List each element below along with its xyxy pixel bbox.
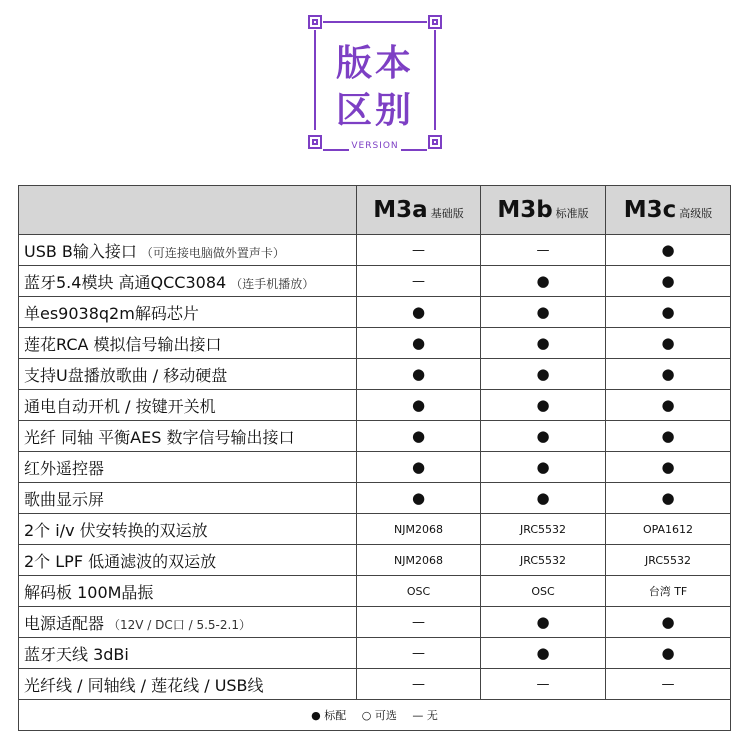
filled-dot-icon: ● bbox=[536, 334, 550, 352]
filled-dot-icon: ● bbox=[536, 458, 550, 476]
cell-value: NJM2068 bbox=[394, 522, 443, 536]
version-cell-m3a bbox=[357, 390, 481, 421]
header-version-m3b bbox=[481, 186, 606, 235]
dash-icon: — bbox=[536, 676, 550, 692]
version-sub: 标准版 bbox=[555, 207, 589, 220]
legend-item-standard bbox=[311, 709, 346, 722]
header-version-m3c bbox=[606, 186, 731, 235]
header-blank-cell bbox=[19, 186, 357, 235]
version-name: M3c bbox=[623, 197, 677, 223]
badge-title-line2: 区别 bbox=[335, 90, 414, 131]
filled-dot-icon: ● bbox=[411, 334, 426, 352]
feature-cell bbox=[19, 576, 357, 607]
dash-icon: — bbox=[412, 242, 425, 258]
table-row bbox=[19, 235, 731, 266]
feature-cell bbox=[19, 483, 357, 514]
version-cell-m3b bbox=[481, 390, 606, 421]
version-cell-m3c bbox=[606, 669, 731, 700]
filled-dot-icon: ● bbox=[661, 303, 675, 321]
legend-label: 无 bbox=[426, 709, 438, 722]
filled-dot-icon: ● bbox=[536, 427, 550, 445]
version-cell-m3b bbox=[481, 328, 606, 359]
filled-dot-icon: ● bbox=[411, 489, 426, 507]
version-cell-m3c bbox=[606, 390, 731, 421]
version-cell-m3a bbox=[357, 576, 481, 607]
version-cell-m3a bbox=[357, 638, 481, 669]
filled-dot-icon: ● bbox=[536, 613, 550, 631]
dash-icon: — bbox=[412, 614, 425, 630]
cell-value: JRC5532 bbox=[644, 553, 691, 567]
feature-cell bbox=[19, 452, 357, 483]
dash-icon: — bbox=[412, 645, 425, 661]
table-row bbox=[19, 607, 731, 638]
filled-dot-icon: ● bbox=[536, 365, 550, 383]
version-sub: 基础版 bbox=[430, 207, 464, 220]
version-cell-m3b bbox=[481, 607, 606, 638]
table-header-row bbox=[19, 186, 731, 235]
version-name: M3a bbox=[373, 197, 428, 223]
version-cell-m3c bbox=[606, 297, 731, 328]
cell-value: OSC bbox=[531, 584, 555, 598]
feature-label: 支持U盘播放歌曲 / 移动硬盘 bbox=[24, 365, 228, 385]
badge-subtitle: VERSION bbox=[351, 141, 399, 151]
dash-icon: — bbox=[536, 242, 550, 258]
version-cell-m3c bbox=[606, 576, 731, 607]
version-cell-m3b bbox=[481, 421, 606, 452]
table-row bbox=[19, 514, 731, 545]
header-version-m3a bbox=[357, 186, 481, 235]
version-cell-m3c bbox=[606, 421, 731, 452]
filled-dot-icon: ● bbox=[661, 334, 675, 352]
version-cell-m3a bbox=[357, 545, 481, 576]
version-cell-m3b bbox=[481, 483, 606, 514]
feature-label: 蓝牙5.4模块 高通QCC3084 bbox=[24, 272, 227, 292]
dash-icon: — bbox=[412, 676, 425, 692]
legend-label: 可选 bbox=[374, 709, 397, 722]
feature-label: 2个 LPF 低通滤波的双运放 bbox=[24, 551, 217, 571]
feature-label: 红外遥控器 bbox=[24, 458, 105, 478]
feature-cell bbox=[19, 421, 357, 452]
version-cell-m3c bbox=[606, 359, 731, 390]
filled-dot-icon: ● bbox=[661, 458, 675, 476]
hollow-dot-icon: ○ bbox=[361, 709, 372, 722]
version-cell-m3a bbox=[357, 607, 481, 638]
cell-value: 台湾 TF bbox=[648, 585, 688, 598]
filled-dot-icon: ● bbox=[311, 709, 321, 722]
table-row bbox=[19, 483, 731, 514]
version-cell-m3a bbox=[357, 297, 481, 328]
feature-cell bbox=[19, 359, 357, 390]
cell-value: JRC5532 bbox=[519, 553, 566, 567]
filled-dot-icon: ● bbox=[661, 241, 675, 259]
filled-dot-icon: ● bbox=[661, 396, 675, 414]
version-name: M3b bbox=[497, 197, 553, 223]
legend-label: 标配 bbox=[324, 709, 347, 722]
feature-cell bbox=[19, 607, 357, 638]
version-cell-m3c bbox=[606, 607, 731, 638]
version-cell-m3b bbox=[481, 235, 606, 266]
feature-label: 蓝牙天线 3dBi bbox=[24, 644, 129, 664]
version-badge bbox=[305, 12, 445, 160]
feature-cell bbox=[19, 235, 357, 266]
table-row bbox=[19, 297, 731, 328]
filled-dot-icon: ● bbox=[661, 427, 675, 445]
feature-label: USB B输入接口 bbox=[24, 241, 137, 261]
version-cell-m3a bbox=[357, 483, 481, 514]
version-cell-m3c bbox=[606, 266, 731, 297]
version-cell-m3a bbox=[357, 328, 481, 359]
filled-dot-icon: ● bbox=[661, 489, 675, 507]
filled-dot-icon: ● bbox=[536, 644, 550, 662]
cell-value: OSC bbox=[406, 584, 431, 598]
version-cell-m3b bbox=[481, 359, 606, 390]
feature-cell bbox=[19, 514, 357, 545]
filled-dot-icon: ● bbox=[411, 427, 426, 445]
filled-dot-icon: ● bbox=[536, 489, 550, 507]
feature-cell bbox=[19, 390, 357, 421]
badge-title-line1: 版本 bbox=[335, 43, 414, 84]
feature-label: 歌曲显示屏 bbox=[24, 489, 105, 509]
version-cell-m3c bbox=[606, 483, 731, 514]
version-cell-m3a bbox=[357, 669, 481, 700]
version-cell-m3c bbox=[606, 638, 731, 669]
feature-label: 光纤 同轴 平衡AES 数字信号输出接口 bbox=[24, 427, 295, 447]
table-row bbox=[19, 452, 731, 483]
legend bbox=[19, 700, 731, 731]
version-cell-m3a bbox=[357, 452, 481, 483]
filled-dot-icon: ● bbox=[661, 613, 675, 631]
version-cell-m3a bbox=[357, 235, 481, 266]
version-cell-m3c bbox=[606, 452, 731, 483]
version-cell-m3c bbox=[606, 235, 731, 266]
feature-note: （可连接电脑做外置声卡） bbox=[140, 245, 285, 260]
feature-label: 光纤线 / 同轴线 / 莲花线 / USB线 bbox=[24, 675, 264, 695]
table-row bbox=[19, 576, 731, 607]
feature-cell bbox=[19, 545, 357, 576]
table-row bbox=[19, 545, 731, 576]
version-cell-m3a bbox=[357, 514, 481, 545]
dash-icon: — bbox=[661, 676, 675, 692]
version-cell-m3c bbox=[606, 328, 731, 359]
dash-icon: — bbox=[412, 709, 424, 722]
version-cell-m3b bbox=[481, 638, 606, 669]
version-cell-m3a bbox=[357, 421, 481, 452]
feature-label: 莲花RCA 模拟信号输出接口 bbox=[24, 334, 222, 354]
version-cell-m3c bbox=[606, 514, 731, 545]
version-cell-m3b bbox=[481, 266, 606, 297]
legend-item-none bbox=[412, 709, 438, 722]
feature-note: （连手机播放） bbox=[230, 276, 315, 291]
feature-cell bbox=[19, 638, 357, 669]
legend-item-optional bbox=[362, 709, 397, 722]
filled-dot-icon: ● bbox=[661, 272, 675, 290]
version-cell-m3b bbox=[481, 669, 606, 700]
cell-value: NJM2068 bbox=[394, 553, 443, 567]
filled-dot-icon: ● bbox=[411, 458, 426, 476]
dash-icon: — bbox=[412, 273, 425, 289]
version-cell-m3b bbox=[481, 514, 606, 545]
feature-label: 通电自动开机 / 按键开关机 bbox=[24, 396, 216, 416]
feature-label: 单es9038q2m解码芯片 bbox=[24, 303, 199, 323]
legend-row bbox=[19, 700, 731, 731]
table-row bbox=[19, 638, 731, 669]
table-row bbox=[19, 266, 731, 297]
version-cell-m3a bbox=[357, 359, 481, 390]
filled-dot-icon: ● bbox=[536, 272, 550, 290]
version-cell-m3a bbox=[357, 266, 481, 297]
feature-note: （12V / DC口 / 5.5-2.1） bbox=[108, 617, 251, 632]
table-row bbox=[19, 669, 731, 700]
feature-cell bbox=[19, 328, 357, 359]
table-row bbox=[19, 390, 731, 421]
filled-dot-icon: ● bbox=[661, 365, 675, 383]
version-cell-m3b bbox=[481, 297, 606, 328]
cell-value: JRC5532 bbox=[519, 522, 566, 536]
version-comparison-table bbox=[18, 185, 731, 731]
filled-dot-icon: ● bbox=[536, 303, 550, 321]
feature-label: 2个 i/v 伏安转换的双运放 bbox=[24, 520, 208, 540]
feature-label: 解码板 100M晶振 bbox=[24, 582, 154, 602]
feature-cell bbox=[19, 297, 357, 328]
version-cell-m3b bbox=[481, 452, 606, 483]
version-cell-m3c bbox=[606, 545, 731, 576]
version-cell-m3b bbox=[481, 545, 606, 576]
table-body bbox=[19, 235, 731, 700]
feature-cell bbox=[19, 266, 357, 297]
table-row bbox=[19, 359, 731, 390]
filled-dot-icon: ● bbox=[411, 396, 426, 414]
filled-dot-icon: ● bbox=[411, 365, 426, 383]
filled-dot-icon: ● bbox=[411, 303, 426, 321]
decorative-frame-icon bbox=[305, 12, 445, 160]
table-row bbox=[19, 421, 731, 452]
filled-dot-icon: ● bbox=[536, 396, 550, 414]
filled-dot-icon: ● bbox=[661, 644, 675, 662]
feature-cell bbox=[19, 669, 357, 700]
version-cell-m3b bbox=[481, 576, 606, 607]
version-sub: 高级版 bbox=[679, 207, 713, 220]
cell-value: OPA1612 bbox=[642, 522, 694, 536]
feature-label: 电源适配器 bbox=[24, 613, 105, 633]
table-row bbox=[19, 328, 731, 359]
